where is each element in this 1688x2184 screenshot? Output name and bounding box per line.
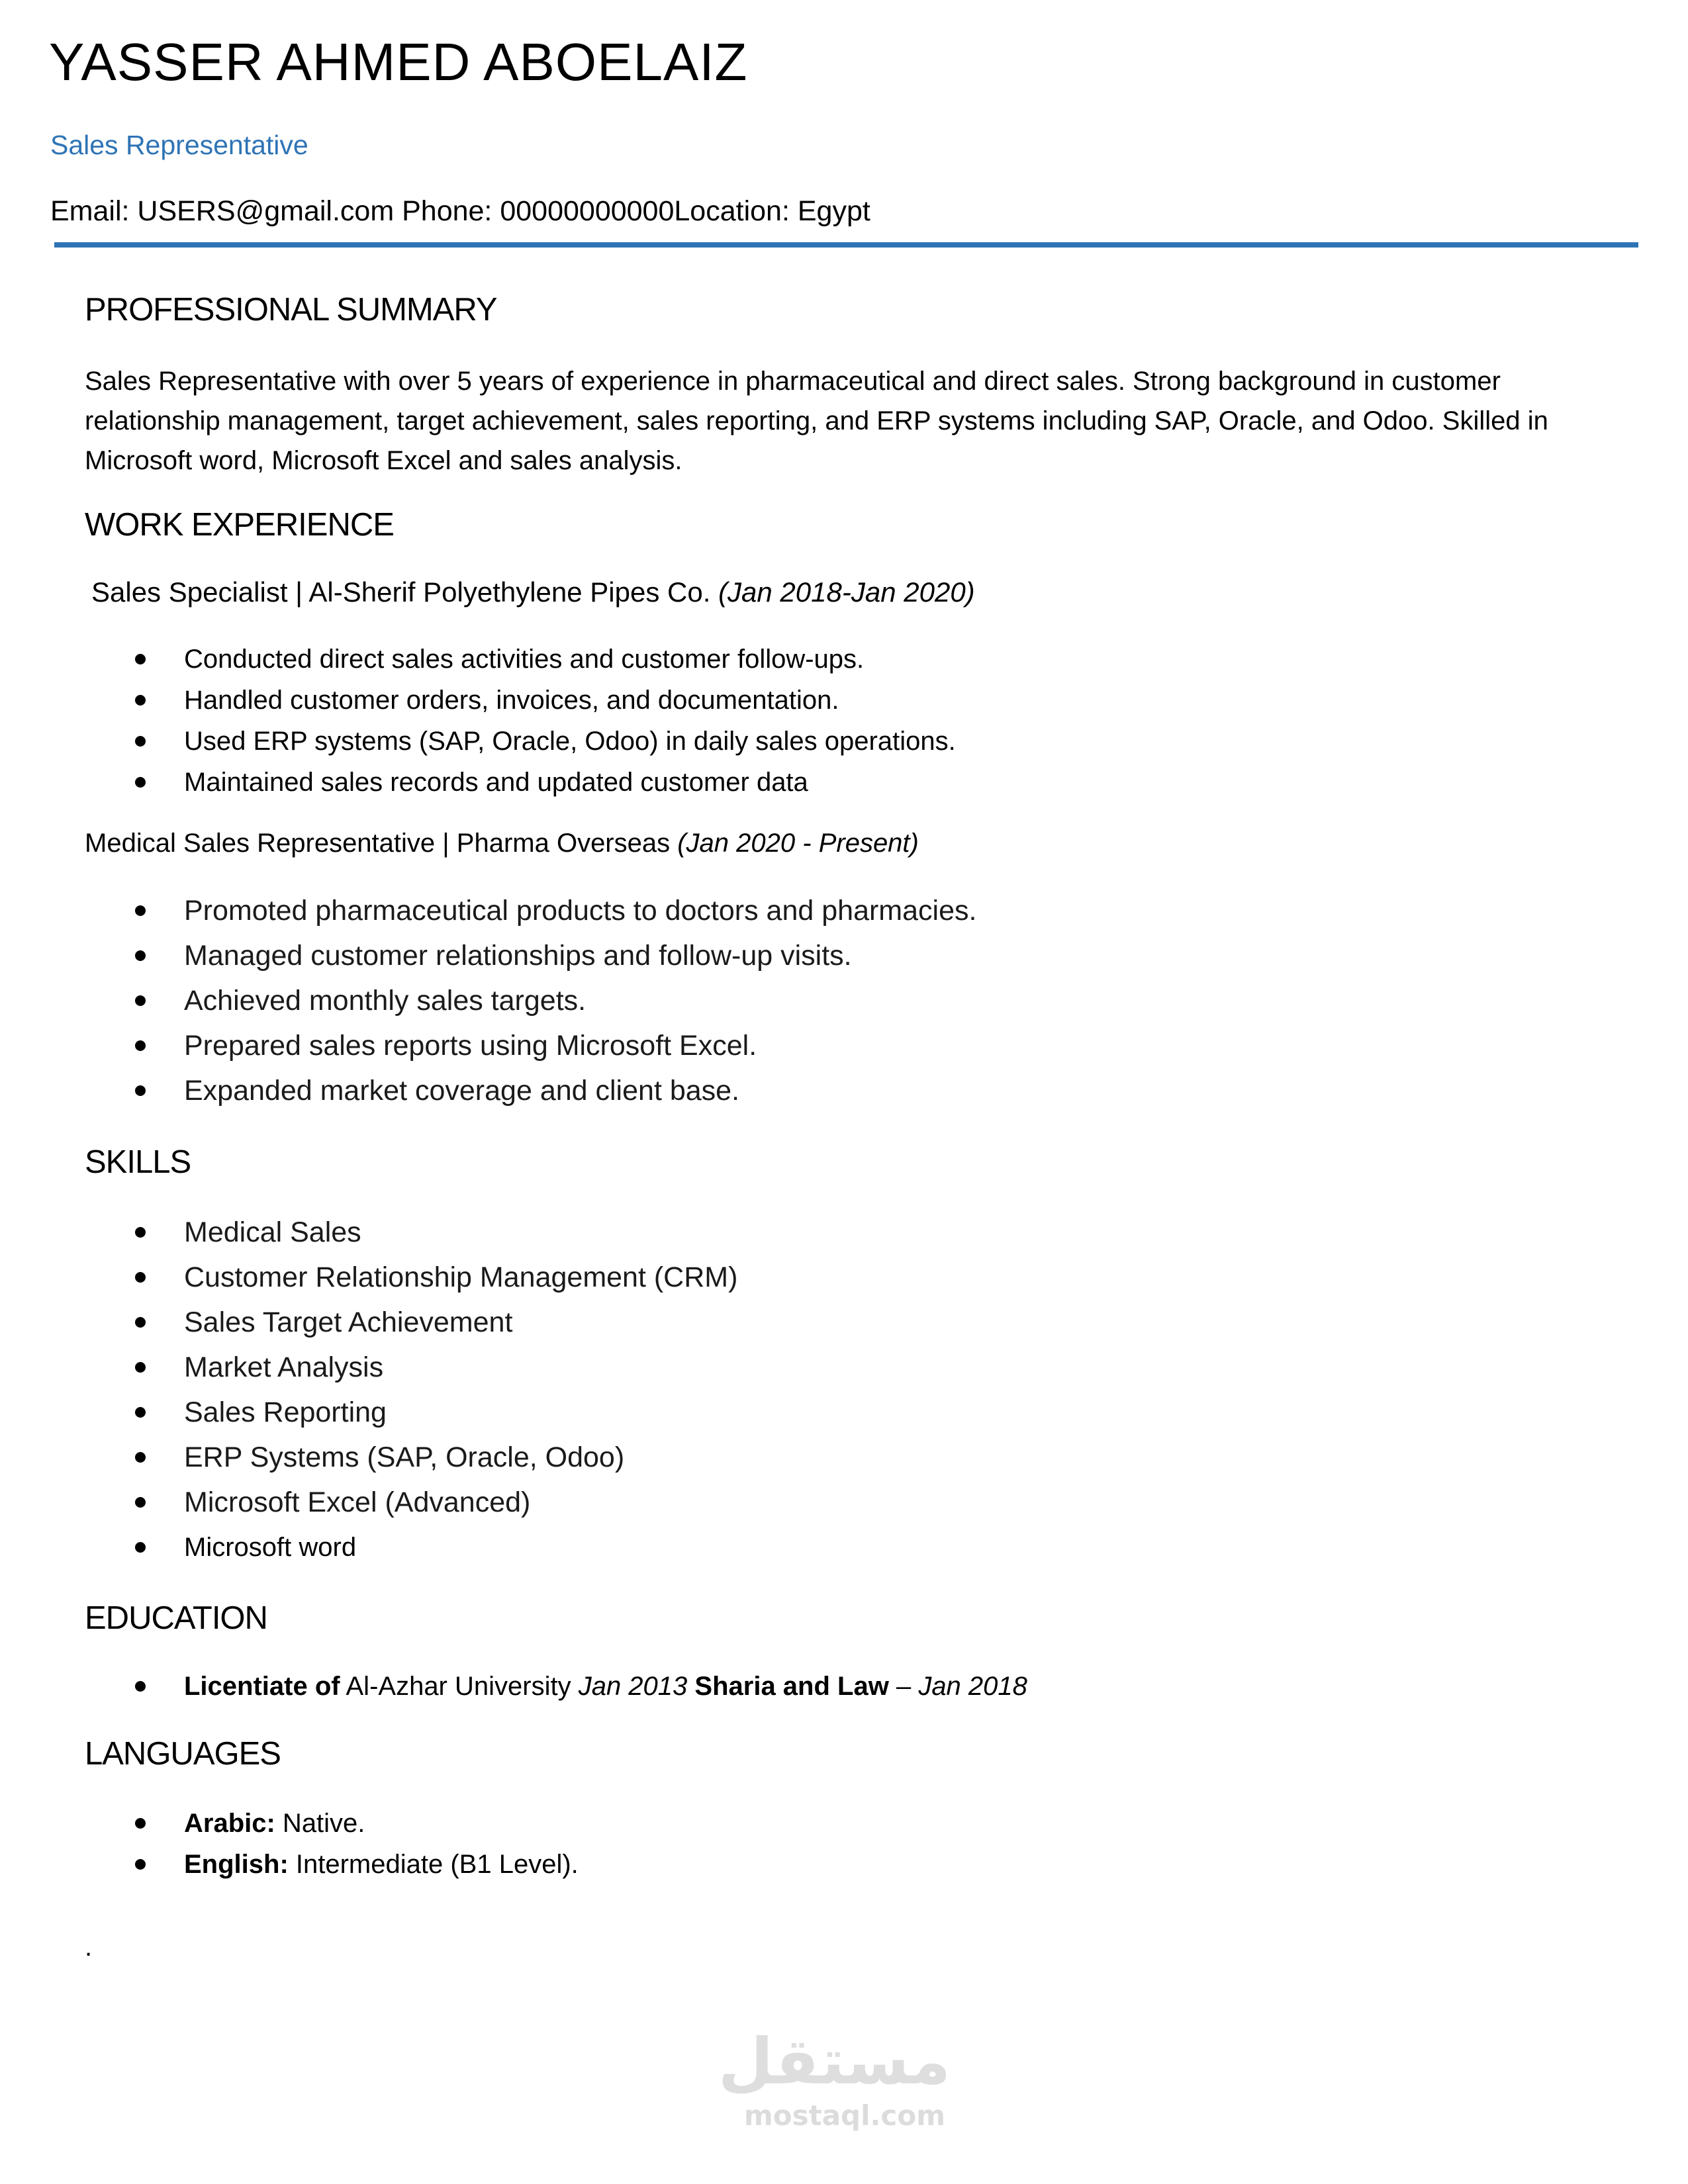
languages-heading: LANGUAGES <box>85 1736 281 1772</box>
mostaql-watermark <box>718 2025 951 2138</box>
languages-list <box>0 1803 579 1885</box>
watermark-arabic-logo: مستقل <box>718 2025 951 2099</box>
summary-text: Sales Representative with over 5 years of experience in pharmaceutical and direct sales. Strong background in customer relationship management, target achievement, sales reporting, and ERP systems including SAP, Oracle, and Odoo. Skilled in Microsoft word, Microsoft Excel and sales analysis. <box>85 367 1548 475</box>
education-field: Sharia and Law <box>687 1672 889 1701</box>
list-item: Microsoft word <box>0 1525 737 1570</box>
list-item: ERP Systems (SAP, Oracle, Odoo) <box>0 1435 737 1480</box>
job-2-title <box>85 829 919 858</box>
list-item: Conducted direct sales activities and customer follow-ups. <box>0 639 956 680</box>
summary-heading: PROFESSIONAL SUMMARY <box>85 292 497 328</box>
job-1-role: Sales Specialist | Al-Sherif Polyethylene Pipes Co. <box>91 576 719 608</box>
list-item: Promoted pharmaceutical products to doctors and pharmacies. <box>0 888 976 933</box>
education-separator: – <box>888 1672 919 1701</box>
list-item: Microsoft Excel (Advanced) <box>0 1480 737 1525</box>
job-1-dates: (Jan 2018-Jan 2020) <box>718 576 975 608</box>
education-degree: Licentiate of <box>184 1672 340 1701</box>
skills-list <box>0 1210 737 1570</box>
language-name: English: <box>184 1850 289 1879</box>
language-name: Arabic: <box>184 1809 275 1838</box>
list-item: Customer Relationship Management (CRM) <box>0 1255 737 1300</box>
contact-line: Email: USERS@gmail.com Phone: 00000000000Location: Egypt <box>50 195 870 227</box>
list-item: Used ERP systems (SAP, Oracle, Odoo) in daily sales operations. <box>0 721 956 762</box>
list-item: Sales Reporting <box>0 1390 737 1435</box>
education-item <box>0 1666 1027 1707</box>
language-level: Intermediate (B1 Level). <box>288 1850 579 1879</box>
header-divider <box>54 242 1638 248</box>
language-item-english <box>0 1844 579 1885</box>
list-item: Prepared sales reports using Microsoft Excel. <box>0 1023 976 1068</box>
list-item: Managed customer relationships and follow-up visits. <box>0 933 976 978</box>
list-item: Medical Sales <box>0 1210 737 1255</box>
language-level: Native. <box>275 1809 365 1838</box>
experience-heading: WORK EXPERIENCE <box>85 507 394 543</box>
education-school: Al-Azhar University <box>340 1672 579 1701</box>
education-start: Jan 2013 <box>578 1672 688 1701</box>
watermark-latin-text: mostaql.com <box>744 2099 945 2132</box>
job-2-dates: (Jan 2020 - Present) <box>677 829 919 858</box>
list-item: Market Analysis <box>0 1345 737 1390</box>
trailing-dot: . <box>85 1933 93 1962</box>
job-1-bullets <box>0 639 956 803</box>
list-item: Handled customer orders, invoices, and documentation. <box>0 680 956 721</box>
candidate-name: YASSER AHMED ABOELAIZ <box>49 32 748 91</box>
list-item: Maintained sales records and updated customer data <box>0 762 956 803</box>
job-1-title <box>91 576 975 608</box>
skills-heading: SKILLS <box>85 1144 191 1180</box>
education-heading: EDUCATION <box>85 1600 267 1636</box>
job-2-role: Medical Sales Representative | Pharma Overseas <box>85 829 678 858</box>
education-end: Jan 2018 <box>918 1672 1027 1701</box>
list-item: Achieved monthly sales targets. <box>0 978 976 1023</box>
list-item: Sales Target Achievement <box>0 1300 737 1345</box>
education-list <box>0 1666 1027 1707</box>
job-2-bullets <box>0 888 976 1113</box>
list-item: Expanded market coverage and client base. <box>0 1068 976 1113</box>
job-title-subtitle: Sales Representative <box>50 130 308 160</box>
language-item-arabic <box>0 1803 579 1844</box>
